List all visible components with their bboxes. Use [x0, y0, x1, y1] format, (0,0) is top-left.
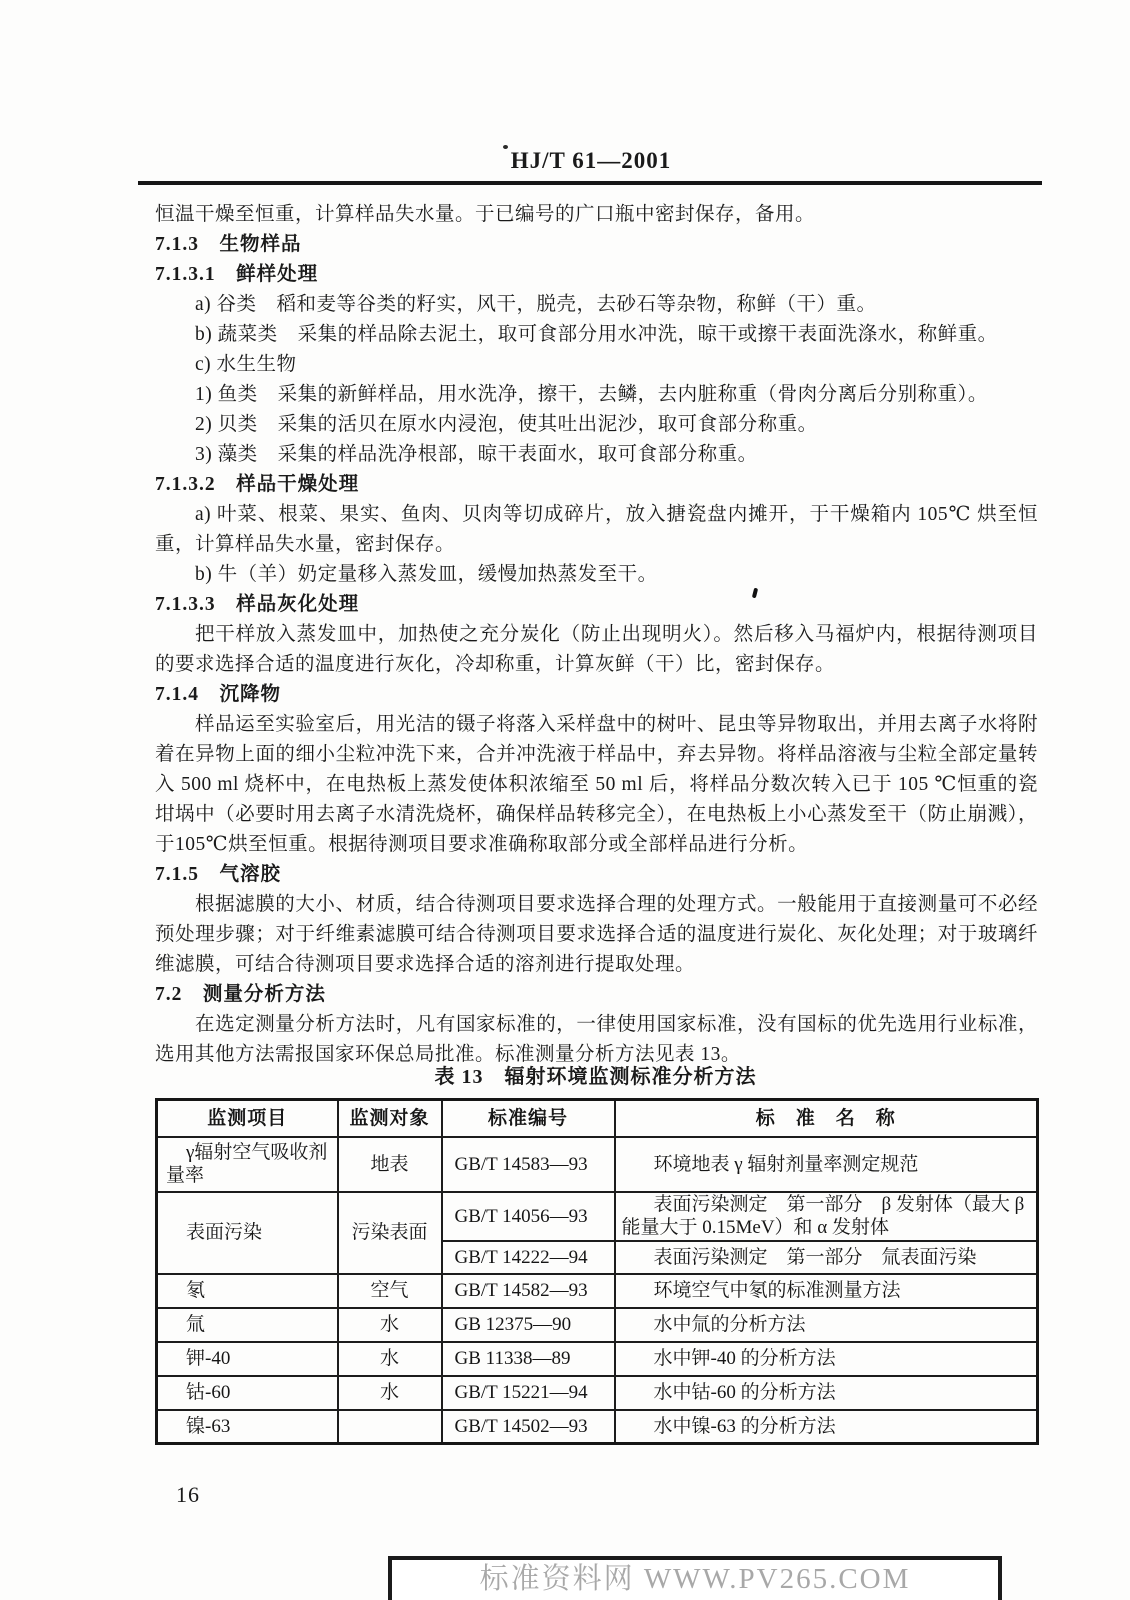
cell-standard-code: GB/T 14056—93 — [442, 1192, 615, 1241]
section-heading-7-2: 7.2 测量分析方法 — [155, 984, 326, 1005]
cell-standard-name: 表面污染测定 第一部分 β 发射体（最大 β 能量大于 0.15MeV）和 α 发射体 — [615, 1192, 1038, 1241]
table-caption: 表 13 辐射环境监测标准分析方法 — [434, 1066, 757, 1088]
cell-standard-code: GB/T 15221—94 — [442, 1376, 615, 1410]
standards-analysis-table — [155, 1098, 1039, 1445]
cell-monitor-object: 空气 — [338, 1274, 442, 1308]
table-header-row — [157, 1100, 1038, 1137]
cell-monitor-object: 水 — [338, 1308, 442, 1342]
cell-monitor-item: 镍-63 — [157, 1410, 338, 1444]
list-item-1-fish: 1) 鱼类 采集的新鲜样品，用水洗净，擦干，去鳞，去内脏称重（骨肉分离后分别称重）。 — [195, 384, 988, 405]
cell-standard-name: 水中钴-60 的分析方法 — [615, 1376, 1038, 1410]
table-row — [157, 1376, 1038, 1410]
list-item-c-aquatic: c) 水生生物 — [195, 354, 297, 375]
cell-standard-name: 水中镍-63 的分析方法 — [615, 1410, 1038, 1444]
list-item-b-milk: b) 牛（羊）奶定量移入蒸发皿，缓慢加热蒸发至干。 — [195, 564, 658, 585]
col-header-monitor-item: 监测项目 — [157, 1100, 338, 1137]
cell-monitor-item: 表面污染 — [157, 1192, 338, 1274]
section-heading-7-1-3-1: 7.1.3.1 鲜样处理 — [155, 264, 319, 285]
paragraph-sediment: 样品运至实验室后，用光洁的镊子将落入采样盘中的树叶、昆虫等异物取出，并用去离子水将附着在异物上面的细小尘粒冲洗下来，合并冲洗液于样品中，弃去异物。将样品溶液与尘粒全部定量转入 500 ml 烧杯中，在电热板上蒸发使体积浓缩至 50 ml 后，将样品分数次转入已于 105 ℃恒重的瓷坩埚中（必要时用去离子水清洗烧杯，确保样品转移完全），在电热板上小心蒸发至干（防止崩溅），于105℃烘至恒重。根据待测项目要求准确称取部分或全部样品进行分析。 — [155, 714, 1038, 855]
paragraph-ashing: 把干样放入蒸发皿中，加热使之充分炭化（防止出现明火）。然后移入马福炉内，根据待测项目的要求选择合适的温度进行灰化，冷却称重，计算灰鲜（干）比，密封保存。 — [155, 624, 1038, 675]
document-body — [155, 200, 1038, 1070]
cell-standard-code: GB/T 14582—93 — [442, 1274, 615, 1308]
cell-standard-name: 水中氚的分析方法 — [615, 1308, 1038, 1342]
section-heading-7-1-3-2: 7.1.3.2 样品干燥处理 — [155, 474, 360, 495]
list-item-a-drying: a) 叶菜、根菜、果实、鱼肉、贝肉等切成碎片，放入搪瓷盘内摊开，于干燥箱内 105℃ 烘至恒重，计算样品失水量，密封保存。 — [155, 504, 1038, 555]
cell-standard-code: GB/T 14222—94 — [442, 1241, 615, 1274]
paragraph-analysis-methods: 在选定测量分析方法时，凡有国家标准的，一律使用国家标准，没有国标的优先选用行业标准，选用其他方法需报国家环保总局批准。标准测量分析方法见表 13。 — [155, 1014, 1038, 1065]
cell-monitor-object: 水 — [338, 1342, 442, 1376]
cell-monitor-object: 地表 — [338, 1137, 442, 1192]
list-item-3-algae: 3) 藻类 采集的样品洗净根部，晾干表面水，取可食部分称重。 — [195, 444, 758, 465]
table-row — [157, 1192, 1038, 1241]
cell-monitor-item: 钴-60 — [157, 1376, 338, 1410]
header-rule — [138, 181, 1042, 185]
table-row — [157, 1410, 1038, 1444]
cell-standard-code: GB/T 14583—93 — [442, 1137, 615, 1192]
section-heading-7-1-3-3: 7.1.3.3 样品灰化处理 — [155, 594, 360, 615]
cell-standard-name: 水中钾-40 的分析方法 — [615, 1342, 1038, 1376]
scan-speckle — [503, 145, 508, 149]
table-13-section — [155, 1060, 1036, 1445]
cell-monitor-object — [338, 1410, 442, 1444]
cell-monitor-item: 氚 — [157, 1308, 338, 1342]
list-item-a-grains: a) 谷类 稻和麦等谷类的籽实，风干，脱壳，去砂石等杂物，称鲜（干）重。 — [195, 294, 877, 315]
section-heading-7-1-3: 7.1.3 生物样品 — [155, 234, 302, 255]
cell-monitor-item: γ辐射空气吸收剂量率 — [157, 1137, 338, 1192]
cell-monitor-object: 污染表面 — [338, 1192, 442, 1274]
cell-standard-code: GB 12375—90 — [442, 1308, 615, 1342]
table-row — [157, 1308, 1038, 1342]
col-header-monitor-object: 监测对象 — [338, 1100, 442, 1137]
cell-monitor-object: 水 — [338, 1376, 442, 1410]
table-row — [157, 1342, 1038, 1376]
table-row — [157, 1274, 1038, 1308]
cell-standard-name: 环境空气中氡的标准测量方法 — [615, 1274, 1038, 1308]
watermark-box — [388, 1556, 1002, 1600]
paragraph-aerosol: 根据滤膜的大小、材质，结合待测项目要求选择合理的处理方式。一般能用于直接测量可不必经预处理步骤；对于纤维素滤膜可结合待测项目要求选择合适的温度进行炭化、灰化处理；对于玻璃纤维滤膜，可结合待测项目要求选择合适的溶剂进行提取处理。 — [155, 894, 1038, 975]
col-header-standard-name: 标 准 名 称 — [615, 1100, 1038, 1137]
watermark-text: 标准资料网 WWW.PV265.COM — [479, 1563, 911, 1595]
cell-standard-name: 表面污染测定 第一部分 氚表面污染 — [615, 1241, 1038, 1274]
section-heading-7-1-5: 7.1.5 气溶胶 — [155, 864, 282, 885]
page-number: 16 — [176, 1482, 200, 1507]
section-heading-7-1-4: 7.1.4 沉降物 — [155, 684, 282, 705]
cell-standard-name: 环境地表 γ 辐射剂量率测定规范 — [615, 1137, 1038, 1192]
list-item-2-shellfish: 2) 贝类 采集的活贝在原水内浸泡，使其吐出泥沙，取可食部分称重。 — [195, 414, 818, 435]
cell-monitor-item: 氡 — [157, 1274, 338, 1308]
col-header-standard-code: 标准编号 — [442, 1100, 615, 1137]
standard-code-header: HJ/T 61—2001 — [510, 148, 672, 173]
cell-standard-code: GB 11338—89 — [442, 1342, 615, 1376]
cell-monitor-item: 钾-40 — [157, 1342, 338, 1376]
list-item-b-vegetables: b) 蔬菜类 采集的样品除去泥土，取可食部分用水冲洗，晾干或擦干表面洗涤水，称鲜重。 — [195, 324, 998, 345]
table-row — [157, 1137, 1038, 1192]
cell-standard-code: GB/T 14502—93 — [442, 1410, 615, 1444]
paragraph-continuation: 恒温干燥至恒重，计算样品失水量。于已编号的广口瓶中密封保存，备用。 — [155, 204, 816, 225]
